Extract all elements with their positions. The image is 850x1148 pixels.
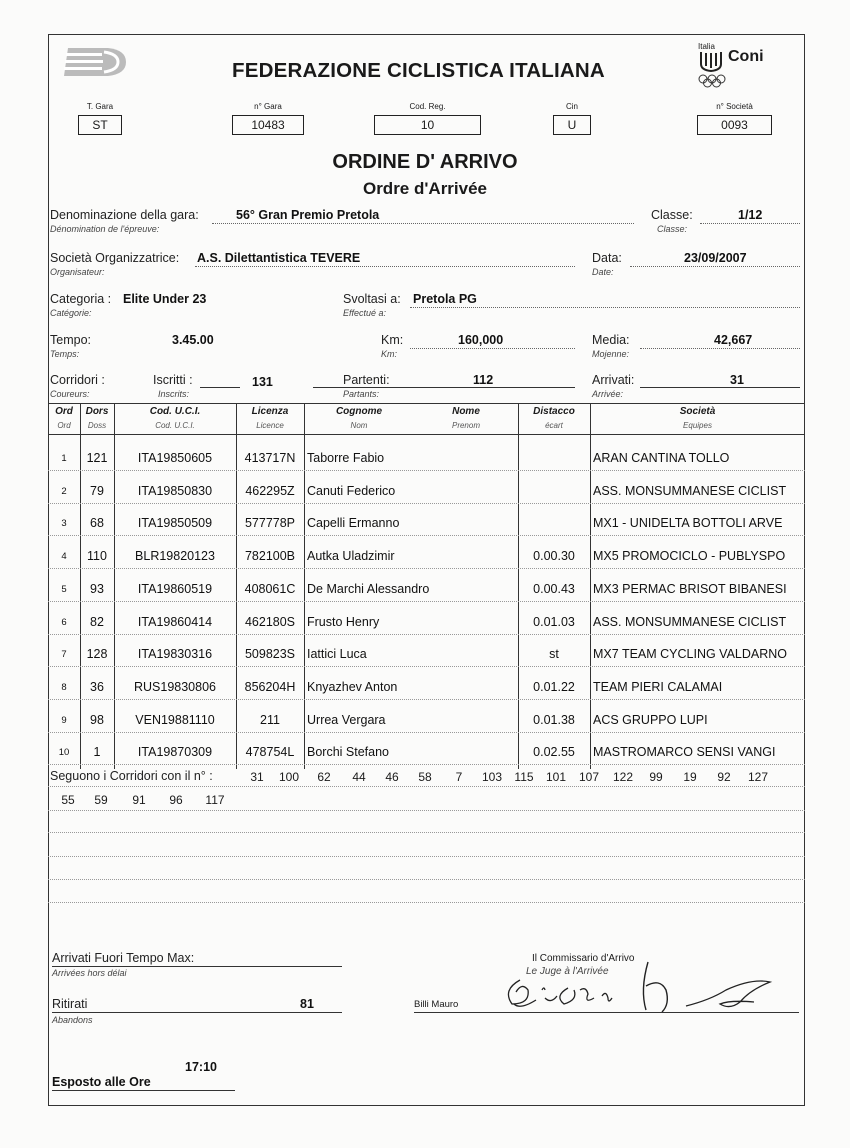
table-cell-distacco: 0.01.22 [533, 679, 575, 694]
denominazione-sub: Dénomination de l'épreuve: [50, 224, 160, 234]
seguono-dotted-line [48, 786, 805, 787]
categoria-sub: Catégorie: [50, 308, 92, 318]
coni-logo [695, 42, 775, 90]
code-label-nsocieta: n° Società [716, 102, 753, 111]
media-value: 42,667 [714, 333, 753, 347]
table-cell-licenza: 577778P [244, 516, 296, 531]
document-subtitle: Ordre d'Arrivée [362, 179, 488, 198]
table-cell-name: Urrea Vergara [307, 712, 386, 727]
seguono-number: 59 [94, 793, 108, 807]
code-label-codreg: Cod. Reg. [409, 102, 446, 111]
col-sub-cognome: Nom [350, 421, 368, 430]
commissario-label: Il Commissario d'Arrivo [532, 953, 635, 964]
table-cell-licenza: 211 [260, 712, 280, 727]
media-underline [640, 348, 800, 349]
seguono-number: 115 [514, 770, 534, 784]
col-sub-uci: Cod. U.C.I. [155, 421, 195, 430]
table-cell-societa: ARAN CANTINA TOLLO [593, 451, 730, 465]
col-sub-distacco: écart [545, 421, 563, 430]
blank-line [48, 832, 805, 833]
table-cell-ord: 4 [61, 551, 67, 563]
table-cell-name: De Marchi Alessandro [307, 581, 430, 596]
table-cell-ord: 1 [61, 453, 67, 464]
svoltasi-label: Svoltasi a: [343, 292, 401, 306]
categoria-label: Categoria : [50, 292, 112, 306]
svoltasi-value: Pretola PG [413, 292, 477, 306]
table-cell-name: Taborre Fabio [307, 451, 385, 465]
table-cell-ord: 7 [61, 649, 67, 661]
commissario-sub: Le Juge à l'Arrivée [526, 966, 609, 977]
denominazione-underline [212, 223, 634, 224]
km-underline [410, 348, 575, 349]
col-header-uci: Cod. U.C.I. [149, 406, 201, 417]
partenti-label: Partenti: [343, 373, 390, 387]
table-cell-uci: ITA19850830 [137, 483, 213, 498]
fuori-tempo-underline [52, 966, 342, 967]
table-cell-name: Knyazhev Anton [307, 679, 398, 694]
table-cell-licenza: 413717N [244, 451, 296, 465]
seguono-number: 91 [132, 793, 146, 807]
table-cell-dors: 98 [90, 712, 104, 727]
col-header-societa: Società [679, 406, 716, 417]
table-row-line [48, 601, 805, 602]
arrivati-value: 31 [730, 373, 744, 387]
seguono-number: 107 [578, 770, 600, 784]
arrivati-label: Arrivati: [592, 373, 635, 387]
table-header-line [48, 434, 805, 435]
code-label-tgara: T. Gara [86, 102, 114, 111]
table-row-line [48, 568, 805, 569]
iscritti-value: 131 [252, 375, 273, 389]
col-header-cognome: Cognome [335, 406, 383, 417]
code-box-nsocieta: 0093 [697, 115, 772, 135]
seguono-number: 7 [455, 770, 463, 784]
col-sub-nome: Prenom [451, 421, 480, 430]
seguono-number: 127 [747, 770, 769, 784]
ritirati-sub: Abandons [52, 1015, 93, 1025]
table-cell-ord: 10 [58, 747, 70, 759]
table-row-line [48, 634, 805, 635]
seguono-number: 92 [717, 770, 731, 784]
seguono-number: 58 [418, 770, 432, 784]
col-sub-licenza: Licence [256, 421, 284, 430]
coni-name: Coni [728, 48, 764, 65]
seguono-number: 46 [385, 770, 399, 784]
svoltasi-sub: Effectué a: [343, 308, 387, 318]
data-value: 23/09/2007 [684, 251, 747, 265]
esposto-value: 17:10 [185, 1060, 217, 1074]
col-header-licenza: Licenza [251, 406, 289, 417]
fuori-tempo-sub: Arrivées hors délai [52, 968, 127, 978]
seguono-number: 62 [317, 770, 331, 784]
table-cell-dors: 121 [86, 451, 108, 465]
table-cell-dors: 36 [90, 679, 104, 694]
table-cell-name: Capelli Ermanno [307, 516, 400, 531]
seguono-number: 117 [205, 793, 225, 807]
tempo-label: Tempo: [50, 333, 91, 347]
corridori-label: Corridori : [50, 373, 105, 387]
col-sub-dors: Doss [87, 421, 107, 430]
table-cell-societa: TEAM PIERI CALAMAI [593, 679, 723, 694]
table-cell-uci: ITA19860414 [137, 614, 213, 629]
societa-label: Società Organizzatrice: [50, 251, 180, 265]
km-value: 160,000 [458, 333, 504, 347]
fci-logo [62, 44, 130, 80]
data-label: Data: [592, 251, 622, 265]
table-cell-ord: 9 [61, 714, 67, 726]
denominazione-label: Denominazione della gara: [50, 208, 199, 222]
societa-underline [195, 266, 575, 267]
partenti-value: 112 [473, 373, 494, 387]
classe-sub: Classe: [657, 224, 688, 234]
classe-value: 1/12 [738, 208, 763, 222]
seguono-number: 99 [649, 770, 663, 784]
seguono-number: 31 [250, 770, 264, 784]
table-cell-name: Autka Uladzimir [307, 549, 395, 564]
table-row-line [48, 732, 805, 733]
table-cell-ord: 6 [61, 616, 67, 628]
table-cell-societa: MX3 PERMAC BRISOT BIBANESI [593, 581, 787, 596]
categoria-value: Elite Under 23 [123, 292, 207, 306]
classe-underline [700, 223, 800, 224]
table-cell-dors: 82 [90, 614, 104, 629]
partenti-underline [313, 387, 575, 388]
seguono-number: 103 [481, 770, 503, 784]
table-cell-dors: 68 [90, 516, 104, 531]
esposto-underline [52, 1090, 235, 1091]
table-cell-distacco: 0.02.55 [533, 745, 575, 760]
seguono-label: Seguono i Corridori con il n° : [50, 769, 213, 783]
code-box-tgara: ST [78, 115, 122, 135]
table-row-line [48, 470, 805, 471]
blank-line [48, 856, 805, 857]
col-divider [590, 403, 591, 769]
table-cell-uci: ITA19850605 [137, 451, 213, 465]
table-top-line [48, 403, 805, 404]
table-row-line [48, 764, 805, 765]
blank-line [48, 810, 805, 811]
blank-line [48, 902, 805, 903]
table-cell-dors: 93 [90, 581, 104, 596]
code-label-cin: Cin [565, 102, 578, 111]
iscritti-underline [200, 387, 240, 388]
table-cell-societa: ACS GRUPPO LUPI [593, 712, 708, 727]
table-cell-uci: ITA19850509 [137, 516, 213, 531]
societa-value: A.S. Dilettantistica TEVERE [197, 251, 361, 265]
table-cell-uci: ITA19830316 [137, 647, 213, 662]
table-cell-uci: ITA19870309 [137, 745, 213, 760]
table-cell-name: Borchi Stefano [307, 745, 389, 760]
table-cell-dors: 79 [90, 483, 104, 498]
table-cell-name: Canuti Federico [307, 483, 396, 498]
seguono-number: 101 [545, 770, 567, 784]
seguono-number: 100 [278, 770, 300, 784]
table-cell-licenza: 856204H [244, 679, 296, 694]
seguono-line2 [0, 793, 850, 809]
table-cell-dors: 128 [86, 647, 108, 662]
col-header-nome: Nome [452, 406, 480, 417]
col-header-ord: Ord [55, 406, 73, 417]
table-cell-distacco: st [549, 647, 559, 662]
table-cell-distacco: 0.01.38 [533, 712, 575, 727]
table-cell-distacco: 0.00.43 [533, 581, 575, 596]
table-cell-licenza: 478754L [245, 745, 295, 760]
table-cell-ord: 8 [61, 681, 67, 693]
km-label: Km: [381, 333, 404, 347]
corridori-sub: Coureurs: [50, 389, 90, 399]
commissario-name: Billi Mauro [414, 999, 459, 1010]
data-sub: Date: [592, 267, 614, 277]
col-sub-societa: Equipes [683, 421, 712, 430]
table-row-line [48, 503, 805, 504]
table-cell-distacco: 0.01.03 [533, 614, 575, 629]
seguono-number: 19 [683, 770, 697, 784]
ritirati-value: 81 [300, 997, 314, 1011]
table-cell-name: Frusto Henry [307, 614, 380, 629]
media-label: Media: [592, 333, 630, 347]
table-cell-licenza: 782100B [244, 549, 296, 564]
table-cell-licenza: 462295Z [245, 483, 295, 498]
iscritti-sub: Inscrits: [158, 389, 190, 399]
iscritti-label: Iscritti : [153, 373, 193, 387]
table-cell-societa: MX7 TEAM CYCLING VALDARNO [593, 647, 788, 662]
tempo-value: 3.45.00 [172, 333, 214, 347]
table-cell-uci: RUS19830806 [133, 679, 216, 694]
col-sub-ord: Ord [57, 421, 71, 430]
table-cell-societa: MX5 PROMOCICLO - PUBLYSPO [593, 549, 786, 564]
table-cell-societa: MASTROMARCO SENSI VANGI [593, 745, 776, 760]
table-cell-ord: 5 [61, 583, 67, 595]
table-cell-dors: 1 [93, 745, 101, 760]
esposto-label: Esposto alle Ore [52, 1075, 151, 1089]
table-cell-uci: ITA19860519 [137, 581, 213, 596]
code-label-ngara: n° Gara [254, 102, 282, 111]
table-cell-societa: MX1 - UNIDELTA BOTTOLI ARVE [593, 516, 783, 531]
table-cell-licenza: 408061C [244, 581, 296, 596]
col-header-distacco: Distacco [533, 406, 575, 417]
col-header-dors: Dors [85, 406, 109, 417]
svoltasi-underline [410, 307, 800, 308]
signature-image [490, 960, 790, 1020]
table-cell-name: Iattici Luca [307, 647, 367, 662]
table-cell-societa: ASS. MONSUMMANESE CICLIST [593, 614, 787, 629]
table-cell-distacco: 0.00.30 [533, 549, 575, 564]
partenti-sub: Partants: [343, 389, 380, 399]
code-box-ngara: 10483 [232, 115, 304, 135]
classe-label: Classe: [651, 208, 693, 222]
arrivati-sub: Arrivée: [592, 389, 624, 399]
table-cell-licenza: 509823S [244, 647, 296, 662]
coni-country: Italia [698, 42, 715, 51]
arrivati-underline [640, 387, 800, 388]
col-divider [304, 403, 305, 769]
data-underline [630, 266, 800, 267]
code-box-codreg: 10 [374, 115, 481, 135]
table-row-line [48, 535, 805, 536]
document-title: ORDINE D' ARRIVO [332, 151, 518, 173]
table-cell-societa: ASS. MONSUMMANESE CICLIST [593, 483, 787, 498]
table-row-line [48, 699, 805, 700]
table-row-line [48, 666, 805, 667]
table-cell-uci: VEN19881110 [135, 712, 215, 727]
seguono-number: 44 [352, 770, 366, 784]
seguono-number: 122 [612, 770, 634, 784]
tempo-sub: Temps: [50, 349, 80, 359]
table-cell-licenza: 462180S [244, 614, 296, 629]
blank-line [48, 879, 805, 880]
fuori-tempo-label: Arrivati Fuori Tempo Max: [52, 951, 195, 965]
seguono-line1 [0, 770, 850, 786]
table-cell-ord: 3 [61, 518, 67, 530]
ritirati-underline [52, 1012, 342, 1013]
km-sub: Km: [381, 349, 398, 359]
code-box-cin: U [553, 115, 591, 135]
olympic-rings-icon [697, 74, 727, 88]
table-cell-ord: 2 [61, 485, 67, 497]
federation-title: FEDERAZIONE CICLISTICA ITALIANA [232, 59, 605, 82]
table-cell-uci: BLR19820123 [135, 549, 215, 564]
ritirati-label: Ritirati [52, 997, 88, 1011]
seguono-number: 55 [61, 793, 75, 807]
denominazione-value: 56° Gran Premio Pretola [236, 208, 380, 222]
seguono-number: 96 [169, 793, 183, 807]
table-cell-dors: 110 [87, 549, 107, 564]
societa-sub: Organisateur: [50, 267, 105, 277]
media-sub: Mojenne: [592, 349, 630, 359]
